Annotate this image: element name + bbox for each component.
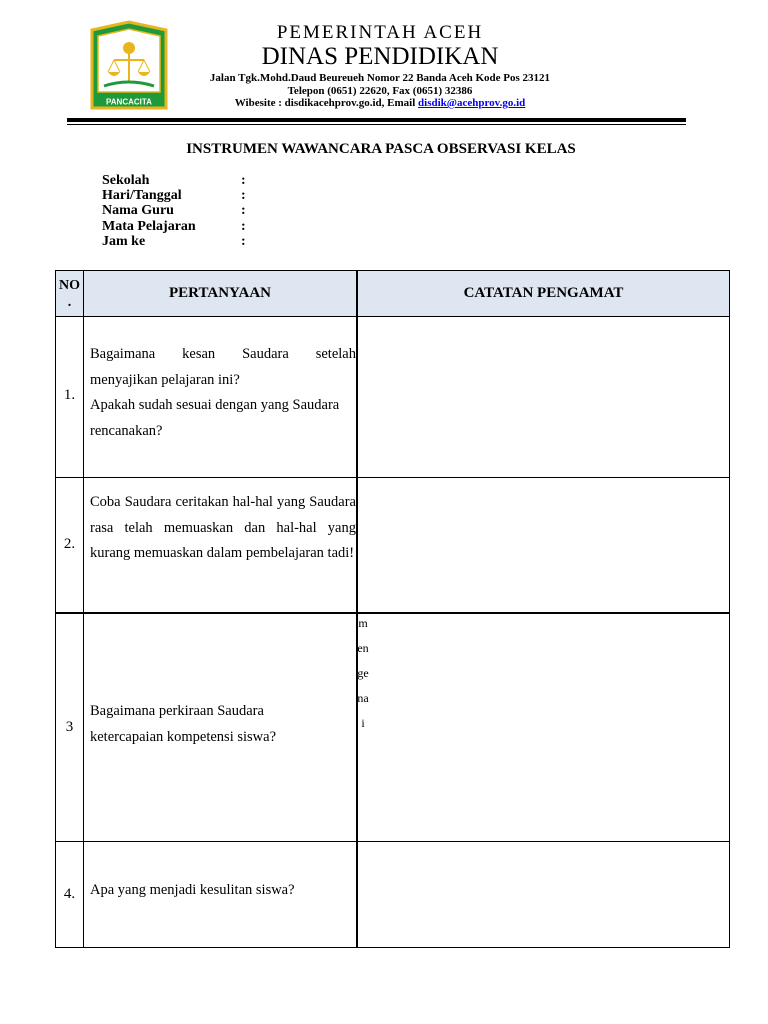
info-colon: :	[241, 173, 246, 188]
header-government: PEMERINTAH ACEH	[276, 22, 484, 43]
table-col-divider	[356, 271, 358, 947]
info-row-sekolah	[102, 173, 246, 188]
table-row-divider	[56, 841, 729, 842]
row-number: 3	[65, 719, 74, 735]
question-3	[90, 699, 290, 750]
info-colon: :	[241, 218, 246, 234]
info-label: Hari/Tanggal	[102, 188, 182, 204]
header-phone: Telepon (0651) 22620, Fax (0651) 32386	[287, 85, 473, 97]
header-website-text: Wibesite : disdikacehprov.go.id, Email	[234, 97, 419, 109]
header-notes: CATATAN PENGAMAT	[463, 285, 624, 301]
info-fields	[102, 173, 246, 249]
header-email-link[interactable]: disdik@acehprov.go.id	[418, 97, 526, 109]
header-website	[190, 97, 570, 109]
document-title: INSTRUMEN WAWANCARA PASCA OBSERVASI KELAS	[186, 141, 576, 157]
header-rule-thin	[67, 124, 686, 125]
question-line: Apa yang menjadi kesulitan siswa?	[90, 882, 295, 898]
info-label: Sekolah	[102, 173, 150, 188]
info-row-hari-tanggal	[102, 188, 246, 204]
info-row-jam-ke	[102, 233, 246, 249]
table-row-divider	[56, 477, 729, 478]
interview-table	[55, 270, 730, 948]
info-label: Jam ke	[102, 233, 146, 249]
question-line: Bagaimana perkiraan Saudara ketercapaian kompetensi siswa?	[90, 703, 277, 745]
info-row-mata-pelajaran	[102, 218, 246, 234]
question-4	[90, 878, 356, 904]
info-label: Nama Guru	[102, 203, 174, 219]
question-2	[90, 490, 356, 567]
row-number: 1.	[63, 387, 76, 403]
question-line: Coba Saudara ceritakan hal-hal yang Saudara rasa telah memuaskan dan hal-hal yang kurang memuaskan dalam pembelajaran tadi!	[90, 494, 356, 561]
info-label: Mata Pelajaran	[102, 218, 196, 234]
table-col-divider	[83, 271, 84, 947]
row-number: 4.	[63, 886, 76, 902]
header-no: NO .	[59, 277, 80, 310]
header-rule-thick	[67, 118, 686, 122]
question-line: Apakah sudah sesuai dengan yang Saudara rencanakan?	[90, 397, 340, 439]
info-colon: :	[241, 203, 246, 219]
pancacita-logo-icon	[84, 20, 174, 116]
info-row-nama-guru	[102, 203, 246, 219]
header-question: PERTANYAAN	[169, 285, 271, 301]
overflow-text: menge nai	[357, 616, 369, 730]
question-1	[90, 342, 356, 444]
info-colon: :	[241, 233, 246, 249]
logo-text: PANCACITA	[106, 97, 152, 107]
header-address: Jalan Tgk.Mohd.Daud Beureueh Nomor 22 Banda Aceh Kode Pos 23121	[209, 72, 551, 84]
table-row-divider	[56, 612, 729, 614]
info-colon: :	[241, 188, 246, 204]
question-line: Bagaimana kesan Saudara setelah menyajikan pelajaran ini?	[90, 346, 356, 388]
header-agency: DINAS PENDIDIKAN	[261, 43, 499, 70]
table-row-divider	[56, 316, 729, 317]
row-number: 2.	[63, 536, 76, 552]
